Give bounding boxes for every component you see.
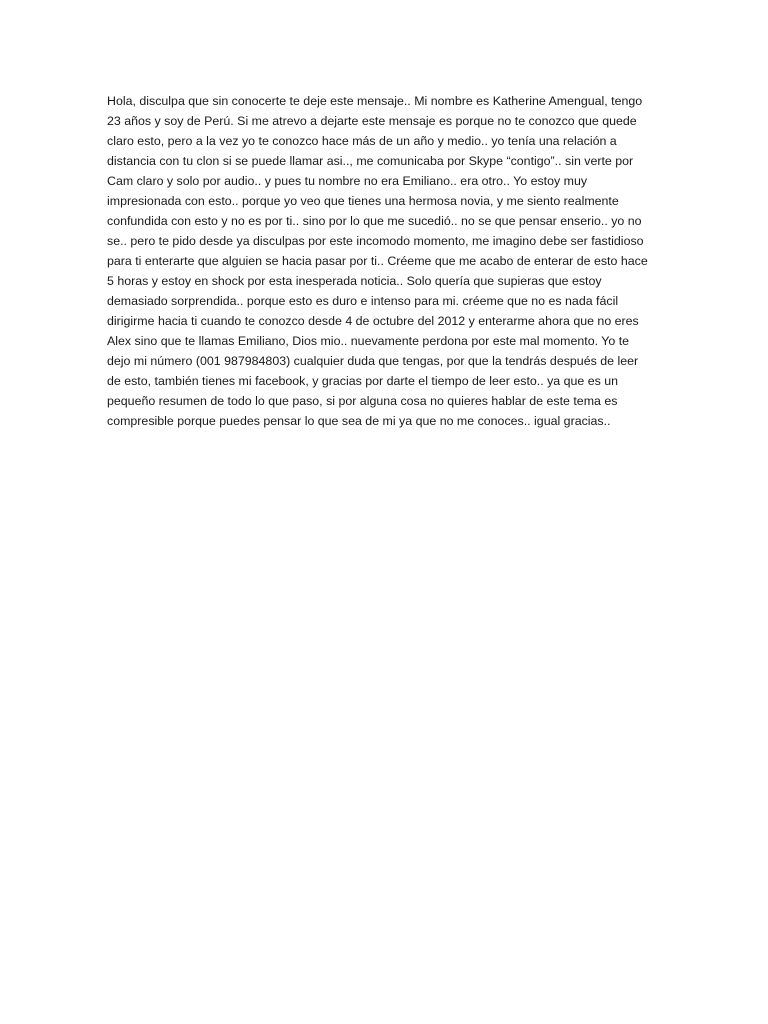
letter-line: Alex sino que te llamas Emiliano, Dios mio.. nuevamente perdona por este mal momento. Yo te	[107, 334, 630, 348]
letter-line: 5 horas y estoy en shock por esta inesperada noticia.. Solo quería que supieras que estoy	[107, 274, 602, 288]
letter-line: distancia con tu clon si se puede llamar asi.., me comunicaba por Skype “contigo”.. sin verte por	[107, 154, 634, 168]
letter-line: confundida con esto y no es por ti.. sino por lo que me sucedió.. no se que pensar enserio.. yo no	[107, 214, 642, 228]
letter-line: Cam claro y solo por audio.. y pues tu nombre no era Emiliano.. era otro.. Yo estoy muy	[107, 174, 588, 188]
letter-line: se.. pero te pido desde ya disculpas por este incomodo momento, me imagino debe ser fastidioso	[107, 234, 644, 248]
letter-line: Hola, disculpa que sin conocerte te deje este mensaje.. Mi nombre es Katherine Amengual, tengo	[107, 94, 643, 108]
letter-line: demasiado sorprendida.. porque esto es duro e intenso para mi. créeme que no es nada fácil	[107, 294, 619, 308]
letter-line: pequeño resumen de todo lo que paso, si por alguna cosa no quieres hablar de este tema es	[107, 394, 618, 408]
letter-line: dirigirme hacia ti cuando te conozco desde 4 de octubre del 2012 y enterarme ahora que no eres	[107, 314, 639, 328]
letter-line: impresionada con esto.. porque yo veo que tienes una hermosa novia, y me siento realmente	[107, 194, 619, 208]
letter-body	[107, 91, 667, 431]
letter-line: compresible porque puedes pensar lo que sea de mi ya que no me conoces.. igual gracias..	[107, 414, 611, 428]
letter-line: 23 años y soy de Perú. Si me atrevo a dejarte este mensaje es porque no te conozco que quede	[107, 114, 637, 128]
letter-line: de esto, también tienes mi facebook, y gracias por darte el tiempo de leer esto.. ya que es un	[107, 374, 619, 388]
letter-line: dejo mi número (001 987984803) cualquier duda que tengas, por que la tendrás después de leer	[107, 354, 639, 368]
letter-line: claro esto, pero a la vez yo te conozco hace más de un año y medio.. yo tenía una relación a	[107, 134, 617, 148]
letter-line: para ti enterarte que alguien se hacia pasar por ti.. Créeme que me acabo de enterar de esto hace	[107, 254, 648, 268]
